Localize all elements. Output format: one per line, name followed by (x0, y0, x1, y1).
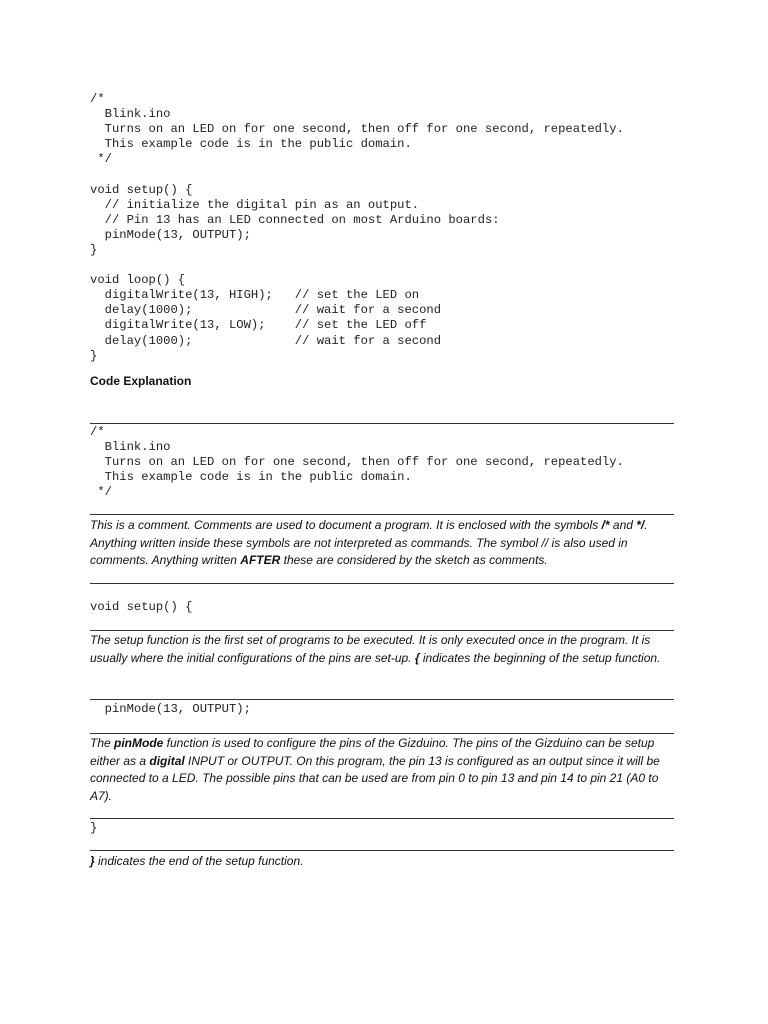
after-keyword: AFTER (240, 553, 281, 568)
divider (90, 630, 674, 631)
divider (90, 514, 674, 515)
comment-open-symbol: /* (601, 518, 610, 532)
full-code-listing: /* Blink.ino Turns on an LED on for one second, then off for one second, repeatedly. This example code is in the public domain. */ void setup() { // initialize the digital pin as an output. // Pin 13 has an LED connected on most Arduino boards: pinMode(13, OUTPUT); } void loop() { digitalWrite(13, HIGH); // set the LED on delay(1000); // wait for a second digitalWrite(13, LOW); // set the LED off delay(1000); // wait for a second } (90, 92, 624, 363)
open-brace-symbol: { (414, 650, 420, 665)
comment-explanation: This is a comment. Comments are used to document a program. It is enclosed with the symbols /* and */. Anything written inside these symbols are not interpreted as commands. The symbol // is also used in comments. Anything written AFTER these are considered by the sketch as comments. (90, 518, 648, 568)
close-brace-symbol: } (90, 854, 95, 868)
divider (90, 699, 674, 700)
digital-keyword: digital (149, 753, 185, 768)
pinmode-explanation: The pinMode function is used to configure the pins of the Gizduino. The pins of the Gizduino can be setup either as a digital INPUT or OUTPUT. On this program, the pin 13 is configured as an output since it will be connected to a LED. The possible pins that can be used are from pin 0 to pin 13 and pin 14 to pin 21 (A0 to A7). (90, 736, 660, 803)
divider (90, 583, 674, 584)
divider (90, 423, 674, 424)
pinmode-code-line: pinMode(13, OUTPUT); (90, 702, 251, 716)
comment-close-symbol: */ (636, 518, 645, 532)
divider (90, 818, 674, 819)
divider (90, 733, 674, 734)
divider (90, 850, 674, 851)
comment-code-block: /* Blink.ino Turns on an LED on for one second, then off for one second, repeatedly. This example code is in the public domain. */ (90, 425, 624, 500)
end-explanation: } indicates the end of the setup function. (90, 854, 304, 868)
setup-explanation: The setup function is the first set of programs to be executed. It is only executed once in the program. It is usually where the initial configurations of the pins are set-up. { indicates the beginning of the setup function. (90, 633, 661, 665)
pinmode-keyword: pinMode (114, 736, 164, 750)
closing-brace-code-line: } (90, 821, 98, 835)
setup-code-line: void setup() { (90, 600, 193, 614)
section-heading: Code Explanation (90, 374, 192, 388)
